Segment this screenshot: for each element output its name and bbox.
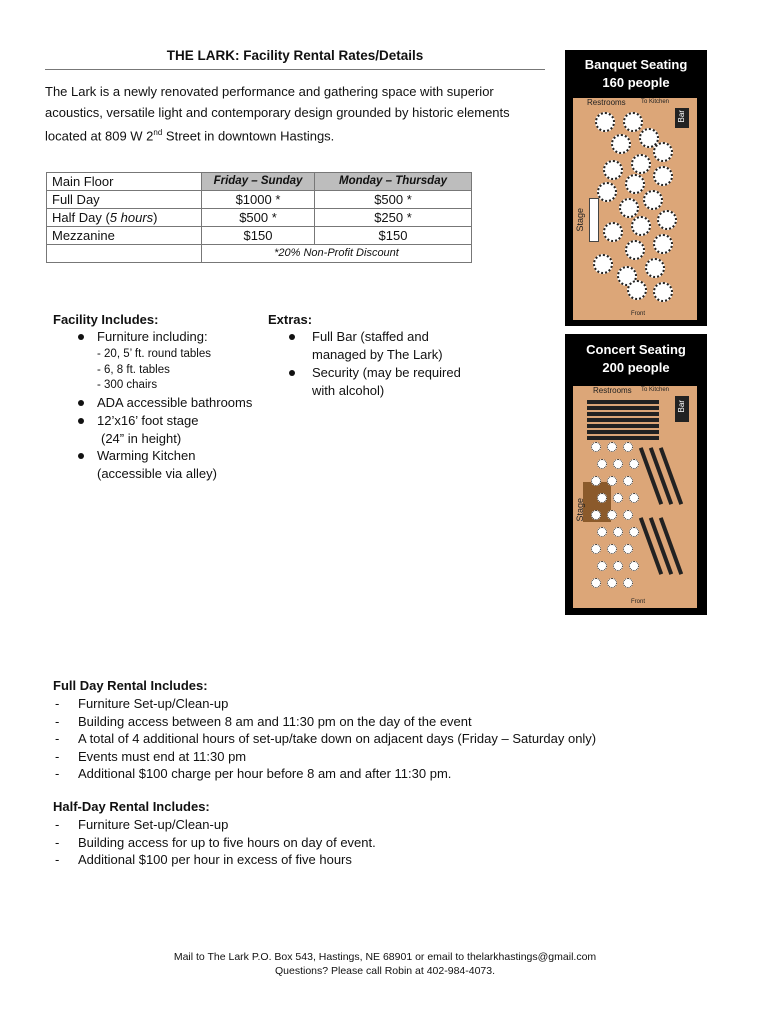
concert-title-line-1: Concert Seating bbox=[586, 342, 686, 357]
round-table-icon bbox=[623, 476, 633, 486]
bar-line-2: managed by The Lark) bbox=[312, 347, 443, 362]
stage-line-2: (24” in height) bbox=[101, 431, 182, 446]
concert-floor-plan bbox=[565, 334, 707, 615]
round-table-icon bbox=[625, 174, 645, 194]
table-row bbox=[47, 227, 472, 245]
extras-heading: Extras: bbox=[268, 312, 313, 327]
list-item: - Furniture Set-up/Clean-up bbox=[55, 817, 229, 832]
round-table-icon bbox=[629, 527, 639, 537]
column-header-monday: Monday – Thursday bbox=[315, 173, 472, 191]
round-table-icon bbox=[629, 561, 639, 571]
extras-security bbox=[312, 364, 461, 400]
discount-note: *20% Non-Profit Discount bbox=[202, 245, 472, 263]
round-table-icon bbox=[591, 578, 601, 588]
chair-row bbox=[587, 418, 659, 422]
facility-stage bbox=[97, 412, 198, 448]
round-table-icon bbox=[623, 544, 633, 554]
rate-label: Full Day bbox=[47, 191, 202, 209]
chair-row bbox=[587, 424, 659, 428]
bullet-icon bbox=[78, 453, 84, 459]
round-table-icon bbox=[591, 476, 601, 486]
bullet-icon bbox=[289, 334, 295, 340]
list-item: - Building access for up to five hours on day of event. bbox=[55, 834, 376, 850]
kitchen-line-1: Warming Kitchen bbox=[97, 448, 196, 463]
bar-line-1: Full Bar (staffed and bbox=[312, 329, 429, 344]
stage-table bbox=[589, 198, 599, 242]
footer-phone: Questions? Please call Robin at 402-984-4073. bbox=[274, 965, 496, 977]
full-day-heading: Full Day Rental Includes: bbox=[53, 678, 208, 693]
rate-monday: $250 * bbox=[315, 209, 472, 227]
list-item: - Additional $100 per hour in excess of five hours bbox=[55, 852, 352, 867]
rates-table bbox=[46, 172, 472, 263]
footer-mail: Mail to The Lark P.O. Box 543, Hastings, NE 68901 or email to thelarkhastings@gmail.com bbox=[173, 951, 597, 963]
bullet-icon bbox=[289, 370, 295, 376]
stage-label: Stage bbox=[575, 208, 585, 232]
kitchen-line-2: (accessible via alley) bbox=[97, 466, 217, 481]
intro-paragraph bbox=[45, 82, 515, 147]
banquet-floor bbox=[573, 98, 697, 320]
banquet-title bbox=[565, 56, 707, 92]
list-item: - 300 chairs bbox=[97, 379, 158, 391]
round-table-icon bbox=[597, 493, 607, 503]
round-table-icon bbox=[613, 493, 623, 503]
extras-bar bbox=[312, 328, 443, 364]
table-row bbox=[47, 191, 472, 209]
round-table-icon bbox=[631, 154, 651, 174]
kitchen-label: To Kitchen bbox=[641, 99, 670, 105]
round-table-icon bbox=[627, 280, 647, 300]
round-table-icon bbox=[653, 142, 673, 162]
bullet-icon bbox=[78, 400, 84, 406]
round-table-icon bbox=[603, 222, 623, 242]
round-table-icon bbox=[629, 459, 639, 469]
furniture-sublist bbox=[97, 347, 211, 394]
security-line-2: with alcohol) bbox=[312, 383, 385, 398]
front-label: Front bbox=[631, 599, 646, 605]
round-table-icon bbox=[597, 459, 607, 469]
banquet-title-line-1: Banquet Seating bbox=[584, 57, 688, 72]
round-table-icon bbox=[593, 254, 613, 274]
round-table-icon bbox=[613, 527, 623, 537]
table-row bbox=[47, 173, 472, 191]
round-table-icon bbox=[623, 578, 633, 588]
banquet-floor-plan bbox=[565, 50, 707, 326]
table-row bbox=[47, 209, 472, 227]
facility-kitchen bbox=[97, 447, 217, 483]
rate-monday: $150 bbox=[315, 227, 472, 245]
round-table-icon bbox=[607, 544, 617, 554]
bullet-icon bbox=[78, 418, 84, 424]
round-table-icon bbox=[631, 216, 651, 236]
restrooms-label: Restrooms bbox=[587, 98, 626, 107]
list-item: - A total of 4 additional hours of set-up/take down on adjacent days (Friday – Saturday only) bbox=[55, 731, 597, 746]
round-table-icon bbox=[591, 442, 601, 452]
round-table-icon bbox=[607, 510, 617, 520]
round-table-icon bbox=[653, 234, 673, 254]
facility-ada: ADA accessible bathrooms bbox=[97, 395, 253, 410]
chair-row bbox=[587, 412, 659, 416]
chair-row bbox=[587, 436, 659, 440]
list-item: - Events must end at 11:30 pm bbox=[55, 748, 247, 764]
footer bbox=[0, 950, 770, 978]
concert-title bbox=[565, 341, 707, 377]
kitchen-label: To Kitchen bbox=[641, 387, 670, 393]
rate-friday: $500 * bbox=[202, 209, 315, 227]
half-day-list bbox=[55, 816, 376, 869]
stage-label: Stage bbox=[575, 498, 585, 522]
round-table-icon bbox=[595, 112, 615, 132]
round-table-icon bbox=[623, 442, 633, 452]
list-item: - 20, 5’ ft. round tables bbox=[97, 348, 212, 360]
security-line-1: Security (may be required bbox=[312, 365, 461, 380]
round-table-icon bbox=[603, 160, 623, 180]
round-table-icon bbox=[607, 578, 617, 588]
bar-label: Bar bbox=[677, 110, 686, 123]
list-item: - Building access between 8 am and 11:30 pm on the day of the event bbox=[55, 713, 472, 729]
intro-text: The Lark is a newly renovated performance and gathering space with superior acoustics, versatile light and contemporary design grounded by historic elements located at 809 W 2 bbox=[45, 84, 510, 144]
rate-label: Main Floor bbox=[47, 173, 202, 191]
round-table-icon bbox=[623, 112, 643, 132]
intro-text-end: Street in downtown Hastings. bbox=[162, 128, 335, 144]
round-table-icon bbox=[657, 210, 677, 230]
banquet-title-line-2: 160 people bbox=[602, 75, 670, 90]
list-item: - Furniture Set-up/Clean-up bbox=[55, 696, 229, 711]
concert-floor bbox=[573, 386, 697, 608]
blank-cell bbox=[47, 245, 202, 263]
round-table-icon bbox=[607, 442, 617, 452]
page-title: THE LARK: Facility Rental Rates/Details bbox=[166, 48, 424, 63]
restrooms-label: Restrooms bbox=[593, 386, 632, 395]
round-table-icon bbox=[597, 561, 607, 571]
facility-furniture: Furniture including: bbox=[97, 329, 208, 344]
round-table-icon bbox=[591, 544, 601, 554]
round-table-icon bbox=[653, 282, 673, 302]
bar-label: Bar bbox=[677, 400, 686, 413]
stage-line-1: 12’x16’ foot stage bbox=[97, 413, 199, 428]
round-table-icon bbox=[591, 510, 601, 520]
rate-label: Mezzanine bbox=[47, 227, 202, 245]
front-label: Front bbox=[631, 311, 646, 317]
list-item: - Additional $100 charge per hour before 8 am and after 11:30 pm. bbox=[55, 766, 452, 781]
table-row bbox=[47, 245, 472, 263]
rate-label: Half Day (5 hours) bbox=[47, 209, 202, 227]
round-table-icon bbox=[611, 134, 631, 154]
round-table-icon bbox=[613, 459, 623, 469]
list-item: - 6, 8 ft. tables bbox=[97, 363, 170, 376]
bullet-icon bbox=[78, 334, 84, 340]
rate-monday: $500 * bbox=[315, 191, 472, 209]
round-table-icon bbox=[597, 182, 617, 202]
chair-row bbox=[587, 406, 659, 410]
round-table-icon bbox=[597, 527, 607, 537]
intro-superscript: nd bbox=[153, 128, 163, 137]
column-header-friday: Friday – Sunday bbox=[202, 173, 315, 191]
rate-friday: $150 bbox=[202, 227, 315, 245]
chair-row bbox=[587, 430, 659, 434]
round-table-icon bbox=[607, 476, 617, 486]
round-table-icon bbox=[645, 258, 665, 278]
round-table-icon bbox=[613, 561, 623, 571]
facility-heading: Facility Includes: bbox=[53, 312, 159, 327]
round-table-icon bbox=[629, 493, 639, 503]
round-table-icon bbox=[643, 190, 663, 210]
concert-title-line-2: 200 people bbox=[602, 360, 670, 375]
rate-friday: $1000 * bbox=[202, 191, 315, 209]
chair-row bbox=[587, 400, 659, 404]
half-day-heading: Half-Day Rental Includes: bbox=[53, 799, 210, 814]
title-divider bbox=[45, 69, 545, 70]
round-table-icon bbox=[623, 510, 633, 520]
round-table-icon bbox=[653, 166, 673, 186]
full-day-list bbox=[55, 695, 596, 783]
round-table-icon bbox=[625, 240, 645, 260]
round-table-icon bbox=[619, 198, 639, 218]
